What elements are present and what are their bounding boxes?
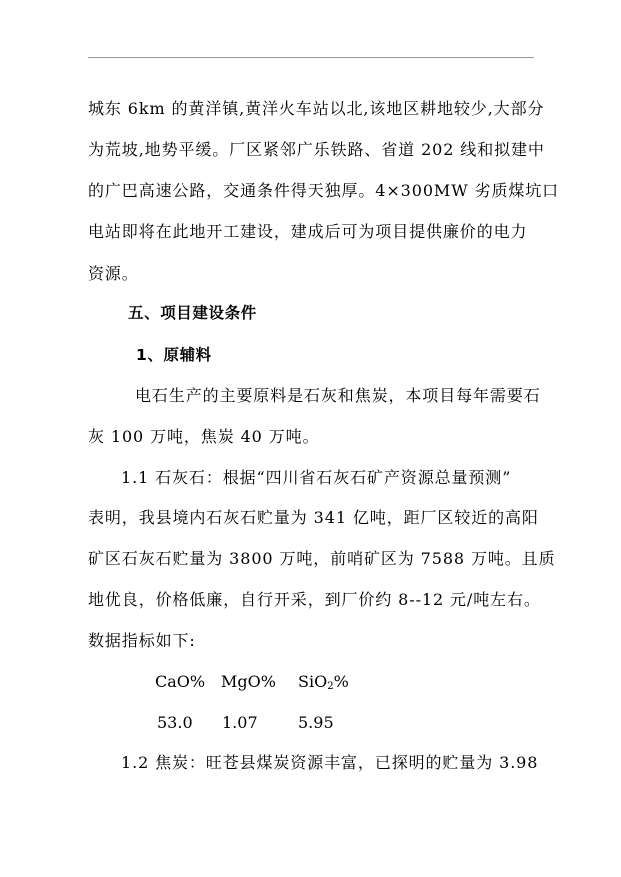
- text-line: 为荒坡,地势平缓。厂区紧邻广乐铁路、省道 202 线和拟建中: [88, 140, 545, 159]
- indicator-value-sio2: 5.95: [298, 713, 334, 732]
- indicator-header-sio2: SiO$_2$%: [298, 672, 349, 692]
- paragraph-line: 1.2 焦炭：旺苍县煤炭资源丰富，已探明的贮量为 3.98: [121, 753, 539, 772]
- paragraph-line: 地优良，价格低廉，自行开采，到厂价约 8--12 元/吨左右。: [88, 590, 541, 609]
- text-line: 的广巴高速公路，交通条件得天独厚。4×300MW 劣质煤坑口: [88, 181, 560, 200]
- subsection-heading: 1、原辅料: [136, 346, 212, 364]
- paragraph-line: 灰 100 万吨，焦炭 40 万吨。: [88, 427, 320, 446]
- indicator-value-cao: 53.0: [157, 713, 193, 732]
- header-rule: [88, 57, 534, 58]
- text-line: 电站即将在此地开工建设，建成后可为项目提供廉价的电力: [88, 222, 528, 241]
- text-line: 资源。: [88, 264, 139, 283]
- indicator-value-mgo: 1.07: [222, 713, 258, 732]
- section-heading: 五、项目建设条件: [128, 304, 257, 322]
- paragraph-line: 矿区石灰石贮量为 3800 万吨，前哨矿区为 7588 万吨。且质: [88, 549, 556, 568]
- paragraph-line: 1.1 石灰石：根据“四川省石灰石矿产资源总量预测”: [121, 468, 512, 487]
- text-line: 城东 6km 的黄洋镇,黄洋火车站以北,该地区耕地较少,大部分: [88, 99, 545, 118]
- paragraph-line: 电石生产的主要原料是石灰和焦炭，本项目每年需要石: [135, 386, 541, 405]
- paragraph-line: 数据指标如下:: [88, 631, 196, 650]
- paragraph-line: 表明，我县境内石灰石贮量为 341 亿吨，距厂区较近的高阳: [88, 508, 539, 527]
- indicator-header-mgo: MgO%: [221, 672, 276, 691]
- indicator-header-cao: CaO%: [155, 672, 206, 691]
